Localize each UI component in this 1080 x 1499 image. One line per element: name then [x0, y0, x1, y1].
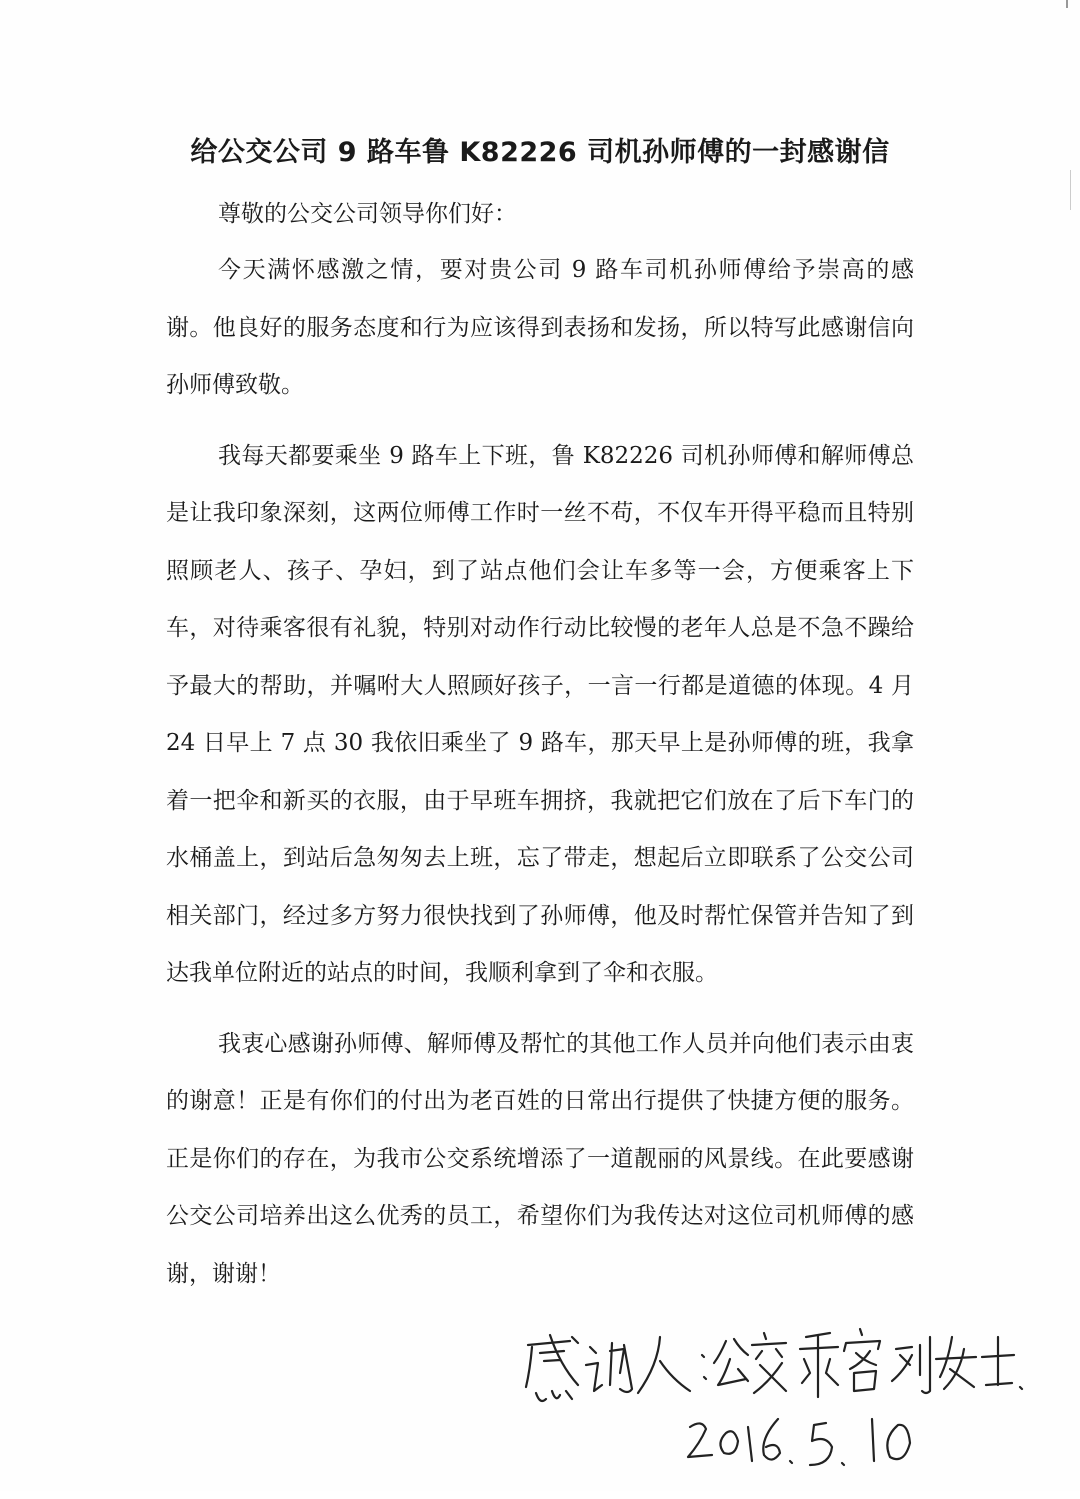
letter-title: 给公交公司 9 路车鲁 K82226 司机孙师傅的一封感谢信: [190, 137, 890, 168]
signature-drawing: [520, 1315, 1030, 1495]
scan-edge-mark: [1070, 170, 1071, 210]
letter-body: [166, 242, 914, 1303]
letter-paragraph: 我每天都要乘坐 9 路车上下班，鲁 K82226 司机孙师傅和解师傅总是让我印象深刻，这两位师傅工作时一丝不苟，不仅车开得平稳而且特别照顾老人、孩子、孕妇，到了站点他们会让车多等一会，方便乘客上下车，对待乘客很有礼貌，特别对动作行动比较慢的老年人总是不急不躁给予最大的帮助，并嘱咐大人照顾好孩子，一言一行都是道德的体现。4 月 24 日早上 7 点 30 我依旧乘坐了 9 路车，那天早上是孙师傅的班，我拿着一把伞和新买的衣服，由于早班车拥挤，我就把它们放在了后下车门的水桶盖上，到站后急匆匆去上班，忘了带走，想起后立即联系了公交公司相关部门，经过多方努力很快找到了孙师傅，他及时帮忙保管并告知了到达我单位附近的站点的时间，我顺利拿到了伞和衣服。: [166, 442, 914, 986]
letter-salutation: 尊敬的公交公司领导你们好：: [218, 201, 517, 227]
scan-edge-mark: [1066, 0, 1068, 8]
letter-paragraph: 今天满怀感激之情，要对贵公司 9 路车司机孙师傅给予崇高的感谢。他良好的服务态度和行为应该得到表扬和发扬，所以特写此感谢信向孙师傅致敬。: [166, 257, 914, 398]
handwritten-signature: [520, 1315, 1030, 1495]
letter-paragraph: 我衷心感谢孙师傅、解师傅及帮忙的其他工作人员并向他们表示由衷的谢意！正是有你们的付出为老百姓的日常出行提供了快捷方便的服务。正是你们的存在，为我市公交系统增添了一道靓丽的风景线。在此要感谢公交公司培养出这么优秀的员工，希望你们为我传达对这位司机师傅的感谢，谢谢！: [166, 1030, 914, 1287]
